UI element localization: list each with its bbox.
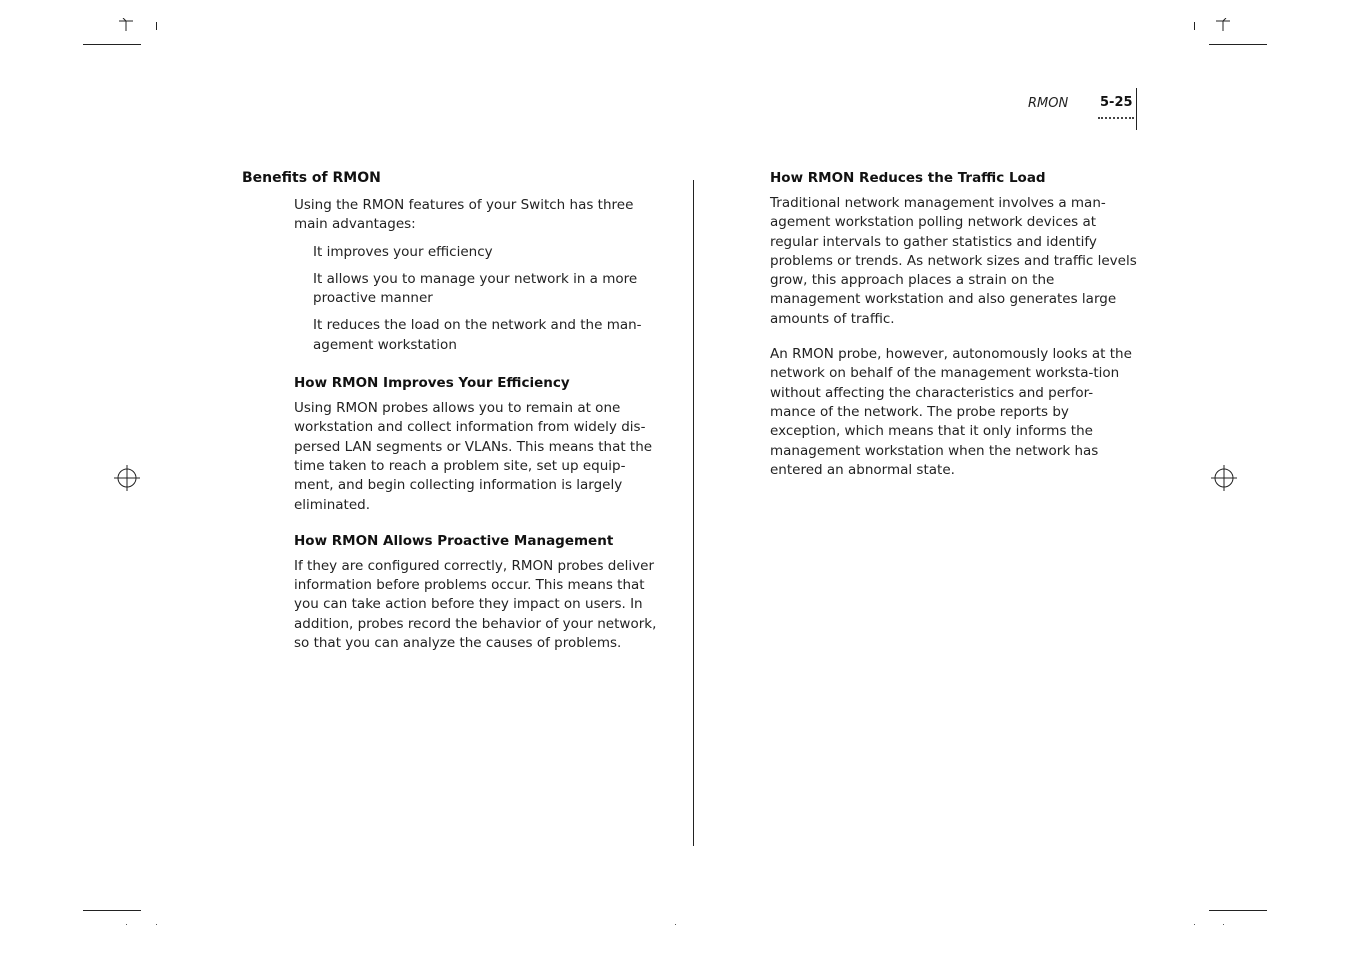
registration-tick-top-left-icon (118, 18, 134, 32)
crop-mark-bottom-left (83, 910, 141, 911)
crop-dot (675, 924, 676, 925)
list-item: It allows you to manage your network in a more proactive manner (313, 270, 638, 307)
right-column (770, 170, 1138, 480)
benefits-list (294, 243, 662, 355)
crop-tick-top-left (156, 22, 157, 30)
header-rule-vertical (1136, 88, 1137, 130)
column-divider (693, 180, 694, 846)
crop-mark-bottom-right (1209, 910, 1267, 911)
registration-tick-top-right-icon (1215, 18, 1231, 32)
page-number: 5-25 (1100, 95, 1133, 110)
crop-tick-top-right (1194, 22, 1195, 30)
list-item: It improves your efficiency (313, 243, 493, 260)
section-heading-benefits: Benefits of RMON (242, 170, 381, 186)
registration-mark-right-icon (1211, 465, 1237, 491)
traffic-paragraph-1: Traditional network management involves a man-agement workstation polling network devices at regular intervals to gather statistics and identify problems or trends. As network sizes and traffic levels grow, this approach places a strain on the management workstation and also generates large amounts of traffic. (770, 195, 1137, 327)
header-dotted-rule (1098, 117, 1134, 119)
traffic-paragraph-2: An RMON probe, however, autonomously looks at the network on behalf of the management worksta-tion without affecting the characteristics and perfor-mance of the network. The probe reports by exception, which means that it only informs the management workstation when the network has entered an abnormal state. (770, 346, 1132, 478)
crop-mark-top-right (1209, 44, 1267, 45)
intro-paragraph: Using the RMON features of your Switch has three main advantages: (294, 197, 634, 233)
left-column (294, 196, 662, 653)
crop-dot (126, 924, 127, 925)
running-header-title: RMON (1028, 96, 1069, 111)
crop-dot (1223, 924, 1224, 925)
crop-dot (1194, 924, 1195, 925)
list-item: It reduces the load on the network and the man-agement workstation (313, 317, 642, 353)
subheading-traffic-load: How RMON Reduces the Traffic Load (770, 170, 1046, 186)
proactive-paragraph: If they are configured correctly, RMON probes deliver information before problems occur. This means that you can take action before they impact on users. In addition, probes record the behavior of your network, so that you can analyze the causes of problems. (294, 557, 657, 652)
efficiency-paragraph: Using RMON probes allows you to remain at one workstation and collect information from widely dis-persed LAN segments or VLANs. This means that the time taken to reach a problem site, set up equip-ment, and begin collecting information is largely eliminated. (294, 400, 653, 513)
registration-mark-left-icon (114, 465, 140, 491)
subheading-proactive: How RMON Allows Proactive Management (294, 532, 614, 549)
crop-mark-top-left (83, 44, 141, 45)
crop-dot (156, 924, 157, 925)
subheading-efficiency: How RMON Improves Your Efficiency (294, 375, 570, 392)
